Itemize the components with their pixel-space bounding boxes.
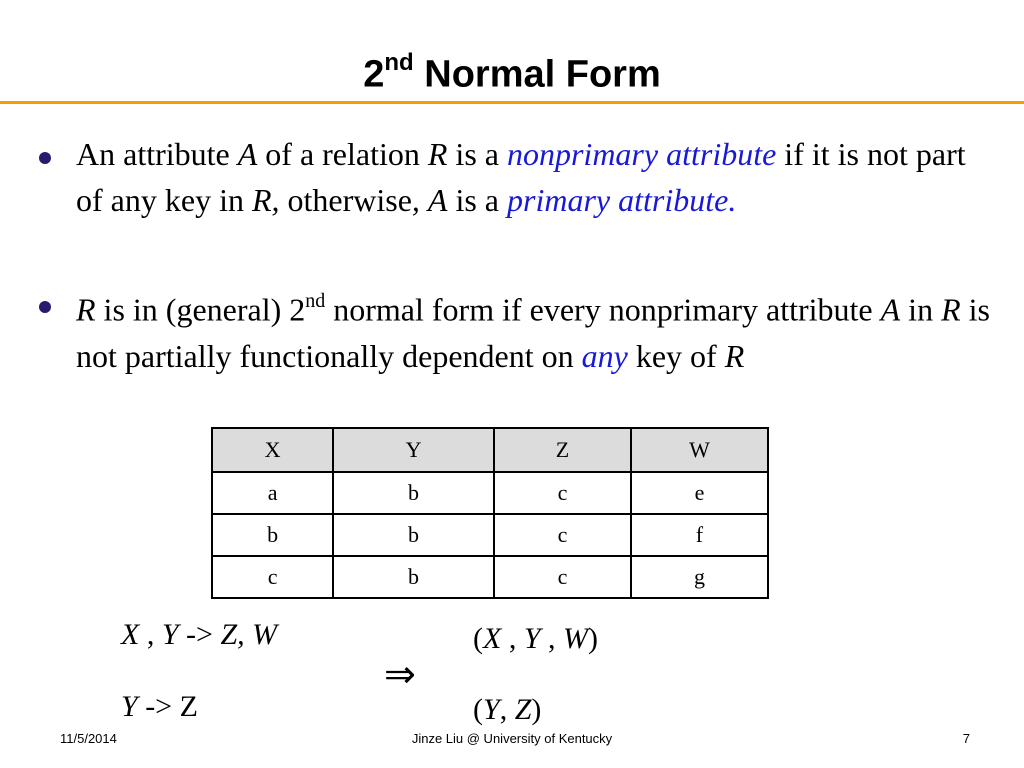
column-header: Y: [333, 428, 494, 472]
var: Y: [483, 693, 500, 726]
table-row: [212, 556, 768, 598]
text: is a: [447, 182, 507, 218]
text: ): [531, 693, 542, 726]
footer-date: 11/5/2014: [60, 731, 117, 746]
table-cell: c: [494, 514, 631, 556]
var: Y: [523, 622, 541, 655]
text: ,: [501, 622, 524, 655]
table-row: [212, 472, 768, 514]
text: is a: [447, 136, 507, 172]
text: ,: [139, 618, 162, 651]
text: (: [473, 622, 483, 655]
var: Y: [161, 618, 179, 651]
text: ,: [540, 622, 564, 655]
text: ): [588, 622, 599, 655]
table-cell: g: [631, 556, 768, 598]
var: Z, W: [220, 618, 278, 651]
superscript: nd: [305, 290, 326, 312]
text: ,: [499, 693, 515, 726]
term-any: any: [581, 337, 628, 374]
var: R: [724, 337, 745, 374]
text: key of: [627, 337, 725, 374]
dependency-xy-zw: [121, 617, 277, 653]
title-text: Normal Form: [413, 53, 661, 96]
term-nonprimary-attribute: nonprimary attribute: [506, 136, 777, 172]
table-cell: b: [212, 514, 333, 556]
var: X: [483, 622, 502, 655]
table-header-row: [212, 428, 768, 472]
table-cell: b: [333, 514, 494, 556]
text: is in (general) 2: [95, 291, 306, 328]
text: if it is not part of any key in: [76, 136, 966, 218]
var: Z: [514, 693, 532, 726]
var: X: [121, 618, 140, 651]
title-divider: [0, 101, 1024, 104]
var: R: [941, 291, 961, 328]
var: Y: [121, 690, 138, 723]
term-primary-attribute: primary attribute.: [507, 182, 737, 218]
table-cell: c: [212, 556, 333, 598]
var: R: [76, 291, 96, 328]
relation-table: [211, 427, 769, 599]
page-number: 7: [962, 731, 970, 746]
bullet-dot-icon: [39, 152, 51, 164]
var: R: [427, 136, 448, 172]
table-cell: b: [333, 472, 494, 514]
title-number: 2: [363, 53, 385, 96]
bullet-nonprimary-definition: [76, 131, 996, 223]
footer-author: Jinze Liu @ University of Kentucky: [411, 731, 613, 746]
table-cell: c: [494, 556, 631, 598]
var: A: [880, 291, 901, 328]
decomposition-xyw: [473, 621, 598, 657]
table-cell: a: [212, 472, 333, 514]
var: W: [563, 622, 589, 655]
text: in: [900, 291, 942, 328]
dependency-y-z: [121, 689, 198, 725]
title-superscript: nd: [384, 49, 414, 76]
text: -> Z: [137, 690, 198, 723]
bullet-2nf-definition: [76, 280, 996, 379]
column-header: Z: [494, 428, 631, 472]
decomposition-yz: [473, 692, 541, 728]
table-cell: c: [494, 472, 631, 514]
table-cell: b: [333, 556, 494, 598]
column-header: X: [212, 428, 333, 472]
table-row: [212, 514, 768, 556]
column-header: W: [631, 428, 768, 472]
text: [420, 182, 428, 218]
bullet-dot-icon: [39, 301, 51, 313]
var: ,: [411, 182, 420, 218]
table-cell: f: [631, 514, 768, 556]
implies-icon: ⇒: [384, 652, 416, 696]
slide-title: [0, 38, 1024, 103]
table-cell: e: [631, 472, 768, 514]
text: otherwise: [279, 182, 412, 218]
arrow: ->: [178, 618, 221, 651]
text: is not partially functionally dependent on: [76, 291, 990, 374]
text: normal form if every nonprimary attribute: [325, 291, 881, 328]
var: R,: [251, 182, 280, 218]
var: A: [427, 182, 448, 218]
text: (: [473, 693, 483, 726]
var: A: [237, 136, 258, 172]
text: of a relation: [257, 136, 428, 172]
text: An attribute: [76, 136, 238, 172]
